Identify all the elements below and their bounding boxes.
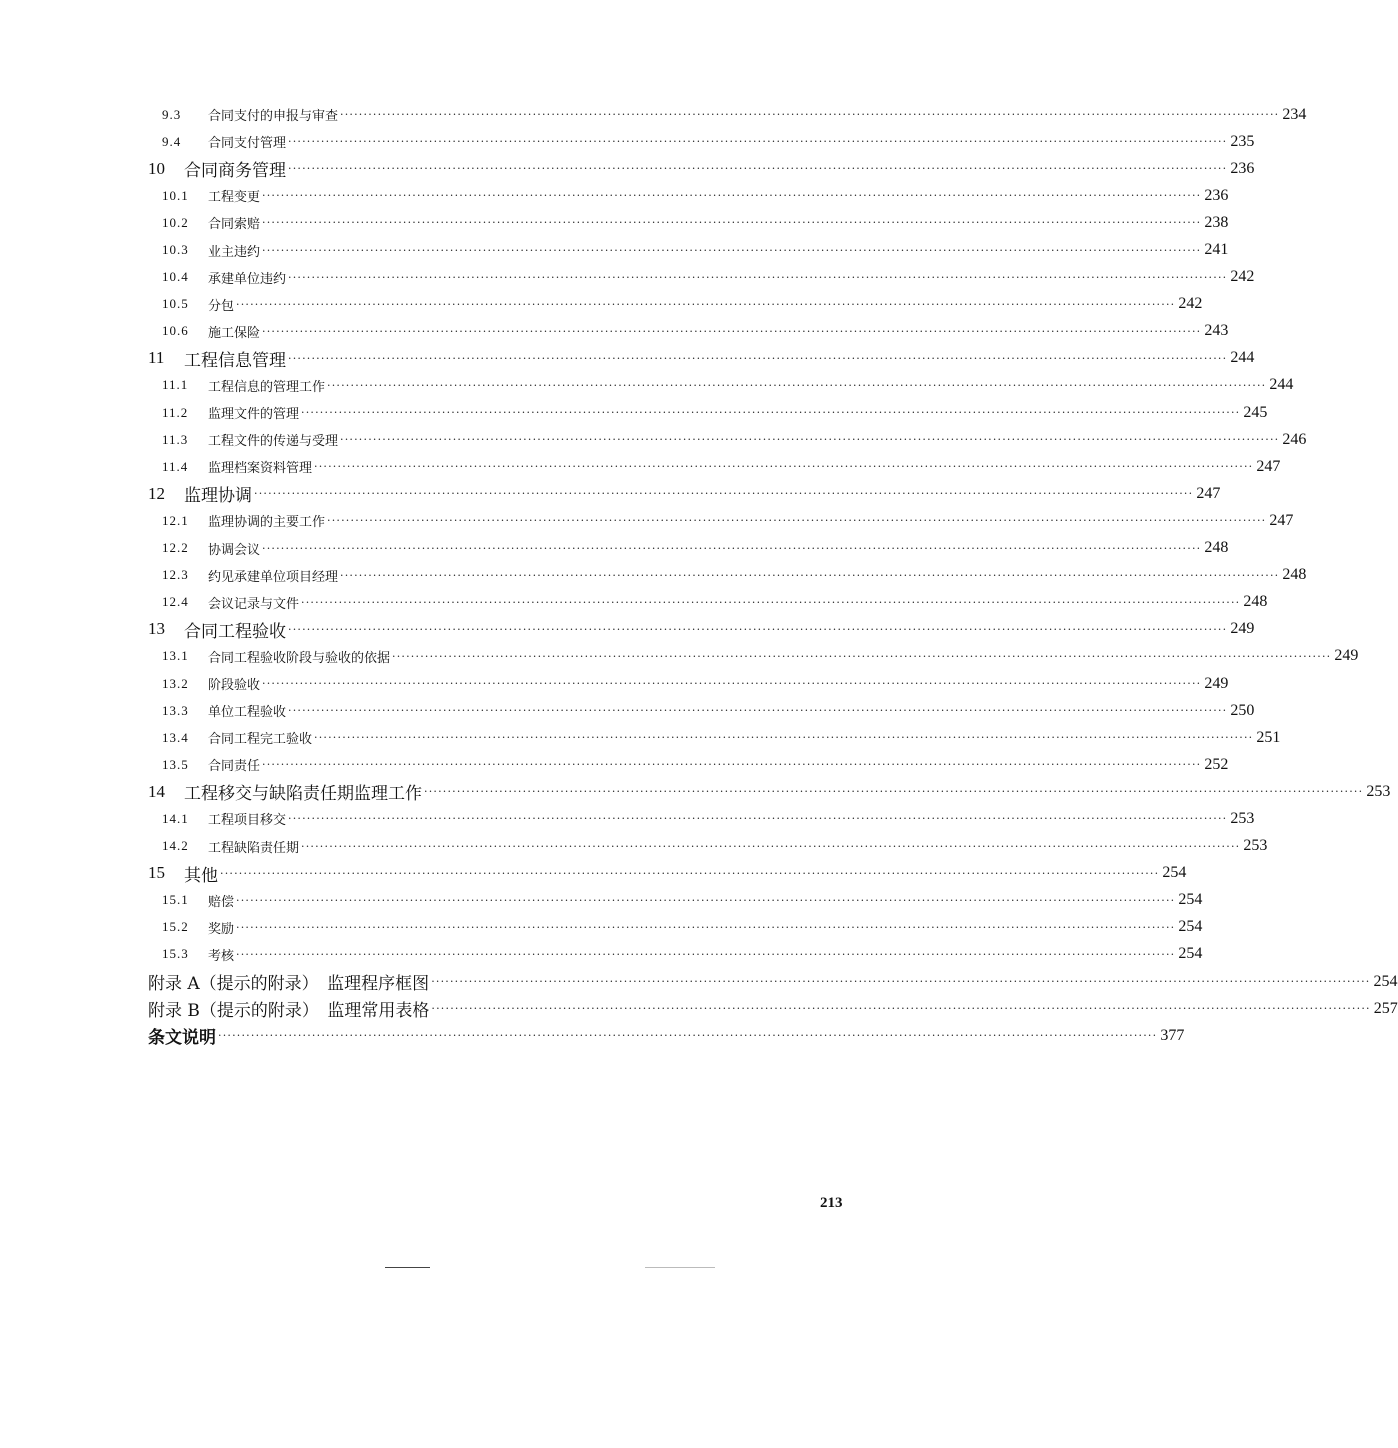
toc-entry-title: 监理档案资料管理 bbox=[208, 461, 313, 477]
toc-entry-title: 合同商务管理 bbox=[184, 161, 286, 182]
toc-entry-page: 250 bbox=[1230, 701, 1255, 719]
toc-entry[interactable] bbox=[148, 778, 1391, 805]
toc-entry-number: 15 bbox=[148, 863, 165, 883]
toc-entry-title: 赔偿 bbox=[208, 894, 235, 910]
toc-entry-number: 13.5 bbox=[162, 756, 189, 772]
dot-leader: ········································································································································································································ bbox=[262, 243, 1202, 257]
toc-entry-number: 10.3 bbox=[162, 242, 189, 258]
dot-leader: ········································································································································································································ bbox=[288, 812, 1228, 826]
toc-entry-page: 247 bbox=[1196, 484, 1221, 502]
toc-entry-page: 236 bbox=[1230, 159, 1255, 177]
dot-leader: ········································································································································································································ bbox=[262, 677, 1202, 691]
toc-entry[interactable] bbox=[148, 643, 1359, 670]
dot-leader: ········································································································································································································ bbox=[314, 731, 1254, 745]
toc-entry-title: 附录 A（提示的附录） 监理程序框图 bbox=[148, 974, 430, 995]
toc-entry-title: 协调会议 bbox=[208, 542, 261, 558]
dot-leader: ········································································································································································································ bbox=[301, 839, 1241, 853]
toc-entry[interactable] bbox=[148, 562, 1307, 589]
toc-entry-title: 奖励 bbox=[208, 921, 235, 937]
toc-entry-number: 13.2 bbox=[162, 675, 189, 691]
dot-leader: ········································································································································································································ bbox=[288, 270, 1228, 284]
toc-entry-title: 条文说明 bbox=[148, 1028, 216, 1049]
toc-entry-number: 14.2 bbox=[162, 838, 189, 854]
toc-entry[interactable] bbox=[148, 128, 1255, 155]
dot-leader: ········································································································································································································ bbox=[340, 568, 1280, 582]
toc-entry[interactable] bbox=[148, 399, 1268, 426]
toc-entry[interactable] bbox=[148, 426, 1307, 453]
toc-entry-number: 13.4 bbox=[162, 729, 189, 745]
toc-entry[interactable] bbox=[148, 345, 1255, 372]
toc-entry[interactable] bbox=[148, 101, 1307, 128]
toc-entry-page: 254 bbox=[1162, 864, 1187, 882]
toc-entry-number: 11.2 bbox=[162, 404, 189, 420]
toc-entry-number: 12.1 bbox=[162, 512, 189, 528]
dot-leader: ········································································································································································································ bbox=[220, 866, 1160, 880]
toc-entry-page: 242 bbox=[1230, 268, 1255, 286]
toc-entry-title: 合同支付的申报与审查 bbox=[208, 109, 339, 125]
toc-entry-number: 10.5 bbox=[162, 296, 189, 312]
toc-entry[interactable] bbox=[148, 805, 1255, 832]
toc-entry-page: 242 bbox=[1178, 295, 1203, 313]
toc-entry-title: 阶段验收 bbox=[208, 678, 261, 694]
dot-leader: ········································································································································································································ bbox=[236, 920, 1176, 934]
toc-entry-number: 11.3 bbox=[162, 431, 189, 447]
toc-entry-page: 247 bbox=[1256, 457, 1281, 475]
toc-entry-page: 236 bbox=[1204, 186, 1229, 204]
toc-entry-title: 合同支付管理 bbox=[208, 136, 287, 152]
toc-entry[interactable] bbox=[148, 1022, 1185, 1049]
dot-leader: ········································································································································································································ bbox=[314, 460, 1254, 474]
dot-leader: ········································································································································································································ bbox=[262, 758, 1202, 772]
toc-entry-number: 9.4 bbox=[162, 133, 182, 149]
dot-leader: ········································································································································································································ bbox=[236, 947, 1176, 961]
toc-entry-page: 249 bbox=[1230, 620, 1255, 638]
toc-entry-number: 15.1 bbox=[162, 892, 189, 908]
toc-entry-title: 合同索赔 bbox=[208, 217, 261, 233]
toc-entry[interactable] bbox=[148, 616, 1255, 643]
toc-entry[interactable] bbox=[148, 453, 1281, 480]
toc-entry-title: 工程移交与缺陷责任期监理工作 bbox=[184, 784, 422, 805]
toc-entry-number: 10.4 bbox=[162, 269, 189, 285]
dot-leader: ········································································································································································································ bbox=[262, 189, 1202, 203]
toc-entry-number: 10.6 bbox=[162, 323, 189, 339]
toc-entry-number: 14 bbox=[148, 781, 165, 801]
toc-entry-page: 253 bbox=[1366, 782, 1391, 800]
toc-entry-title: 监理文件的管理 bbox=[208, 407, 300, 423]
toc-entry-title: 附录 B（提示的附录） 监理常用表格 bbox=[148, 1001, 430, 1022]
toc-entry-page: 241 bbox=[1204, 241, 1229, 259]
toc-entry-title: 工程缺陷责任期 bbox=[208, 840, 300, 856]
scan-artifact bbox=[385, 1267, 430, 1268]
dot-leader: ········································································································································································································ bbox=[218, 1029, 1158, 1043]
dot-leader: ········································································································································································································ bbox=[288, 162, 1228, 176]
toc-entry-number: 13.1 bbox=[162, 648, 189, 664]
page-number: 213 bbox=[820, 1195, 843, 1211]
toc-entry-page: 377 bbox=[1160, 1026, 1185, 1044]
toc-entry-title: 合同工程完工验收 bbox=[208, 732, 313, 748]
toc-entry-title: 工程信息管理 bbox=[184, 350, 286, 371]
toc-entry-title: 其他 bbox=[184, 865, 218, 886]
toc-entry-title: 合同工程验收 bbox=[184, 621, 286, 642]
dot-leader: ········································································································································································································ bbox=[301, 406, 1241, 420]
toc-entry-title: 考核 bbox=[208, 948, 235, 964]
scan-artifact bbox=[645, 1267, 715, 1268]
toc-entry-title: 工程项目移交 bbox=[208, 813, 287, 829]
dot-leader: ········································································································································································································ bbox=[288, 135, 1228, 149]
toc-entry-number: 12.3 bbox=[162, 567, 189, 583]
toc-entry-page: 248 bbox=[1282, 566, 1307, 584]
toc-entry-number: 11.4 bbox=[162, 458, 189, 474]
toc-entry-page: 254 bbox=[1373, 972, 1398, 990]
dot-leader: ········································································································································································································ bbox=[262, 216, 1202, 230]
toc-entry-number: 13 bbox=[148, 619, 165, 639]
toc-entry-number: 13.3 bbox=[162, 702, 189, 718]
toc-entry-number: 10.2 bbox=[162, 214, 189, 230]
toc-entry-title: 分包 bbox=[208, 298, 235, 314]
dot-leader: ········································································································································································································ bbox=[327, 378, 1267, 392]
toc-entry-page: 234 bbox=[1282, 105, 1307, 123]
toc-entry-number: 14.1 bbox=[162, 810, 189, 826]
toc-entry-page: 254 bbox=[1178, 918, 1203, 936]
toc-entry-page: 247 bbox=[1269, 511, 1294, 529]
toc-entry-number: 15.3 bbox=[162, 946, 189, 962]
toc-entry[interactable] bbox=[148, 968, 1398, 995]
toc-entry-number: 10.1 bbox=[162, 187, 189, 203]
toc-entry[interactable] bbox=[148, 480, 1221, 507]
toc-entry[interactable] bbox=[148, 724, 1281, 751]
toc-entry-title: 单位工程验收 bbox=[208, 705, 287, 721]
toc-entry-title: 约见承建单位项目经理 bbox=[208, 569, 339, 585]
toc-entry-title: 合同工程验收阶段与验收的依据 bbox=[208, 650, 391, 666]
toc-entry-number: 10 bbox=[148, 158, 165, 178]
dot-leader: ········································································································································································································ bbox=[327, 514, 1267, 528]
dot-leader: ········································································································································································································ bbox=[236, 297, 1176, 311]
toc-entry-page: 244 bbox=[1269, 376, 1294, 394]
toc-entry-page: 246 bbox=[1282, 430, 1307, 448]
toc-entry-page: 253 bbox=[1230, 809, 1255, 827]
toc-entry[interactable] bbox=[148, 670, 1229, 697]
dot-leader: ········································································································································································································ bbox=[301, 595, 1241, 609]
dot-leader: ········································································································································································································ bbox=[262, 324, 1202, 338]
dot-leader: ········································································································································································································ bbox=[431, 975, 1371, 989]
toc-entry-page: 244 bbox=[1230, 349, 1255, 367]
toc-entry-number: 12.4 bbox=[162, 594, 189, 610]
toc-entry-title: 工程信息的管理工作 bbox=[208, 379, 326, 395]
toc-entry[interactable] bbox=[148, 697, 1255, 724]
dot-leader: ········································································································································································································ bbox=[431, 1002, 1371, 1016]
toc-entry-number: 11 bbox=[148, 348, 165, 368]
toc-entry[interactable] bbox=[148, 318, 1229, 345]
toc-entry-page: 248 bbox=[1204, 539, 1229, 557]
toc-entry-title: 监理协调 bbox=[184, 486, 252, 507]
toc-entry[interactable] bbox=[148, 236, 1229, 263]
toc-entry[interactable] bbox=[148, 372, 1294, 399]
toc-entry[interactable] bbox=[148, 941, 1203, 968]
dot-leader: ········································································································································································································ bbox=[254, 487, 1194, 501]
dot-leader: ········································································································································································································ bbox=[288, 622, 1228, 636]
toc-entry[interactable] bbox=[148, 507, 1294, 534]
dot-leader: ········································································································································································································ bbox=[392, 649, 1332, 663]
toc-entry[interactable] bbox=[148, 155, 1255, 182]
dot-leader: ········································································································································································································ bbox=[340, 108, 1280, 122]
toc-entry-page: 257 bbox=[1373, 999, 1398, 1017]
table-of-contents bbox=[148, 101, 1398, 1049]
toc-entry-number: 11.1 bbox=[162, 377, 189, 393]
toc-entry-page: 254 bbox=[1178, 891, 1203, 909]
toc-entry[interactable] bbox=[148, 291, 1203, 318]
dot-leader: ········································································································································································································ bbox=[340, 433, 1280, 447]
dot-leader: ········································································································································································································ bbox=[288, 351, 1228, 365]
toc-entry-title: 会议记录与文件 bbox=[208, 596, 300, 612]
toc-entry[interactable] bbox=[148, 209, 1229, 236]
toc-entry-number: 12 bbox=[148, 483, 165, 503]
toc-entry-number: 15.2 bbox=[162, 919, 189, 935]
dot-leader: ········································································································································································································ bbox=[288, 704, 1228, 718]
toc-entry-title: 施工保险 bbox=[208, 325, 261, 341]
toc-entry-page: 254 bbox=[1178, 945, 1203, 963]
toc-entry-page: 248 bbox=[1243, 593, 1268, 611]
toc-entry-page: 243 bbox=[1204, 322, 1229, 340]
toc-entry[interactable] bbox=[148, 860, 1187, 887]
toc-entry-title: 工程文件的传递与受理 bbox=[208, 434, 339, 450]
toc-entry[interactable] bbox=[148, 751, 1229, 778]
toc-entry-title: 监理协调的主要工作 bbox=[208, 515, 326, 531]
toc-entry-title: 工程变更 bbox=[208, 190, 261, 206]
toc-entry-page: 251 bbox=[1256, 728, 1281, 746]
toc-entry-page: 253 bbox=[1243, 837, 1268, 855]
dot-leader: ········································································································································································································ bbox=[236, 893, 1176, 907]
toc-entry[interactable] bbox=[148, 995, 1398, 1022]
toc-entry[interactable] bbox=[148, 833, 1268, 860]
toc-entry-page: 249 bbox=[1204, 674, 1229, 692]
toc-entry-page: 252 bbox=[1204, 755, 1229, 773]
toc-entry-page: 238 bbox=[1204, 213, 1229, 231]
toc-entry-title: 承建单位违约 bbox=[208, 271, 287, 287]
toc-entry-page: 235 bbox=[1230, 132, 1255, 150]
toc-entry-page: 245 bbox=[1243, 403, 1268, 421]
toc-entry-number: 9.3 bbox=[162, 106, 182, 122]
toc-entry[interactable] bbox=[148, 264, 1255, 291]
dot-leader: ········································································································································································································ bbox=[424, 785, 1364, 799]
toc-entry-title: 合同责任 bbox=[208, 759, 261, 775]
toc-entry-page: 249 bbox=[1334, 647, 1359, 665]
toc-entry[interactable] bbox=[148, 589, 1268, 616]
toc-entry[interactable] bbox=[148, 535, 1229, 562]
toc-entry-title: 业主违约 bbox=[208, 244, 261, 260]
toc-entry[interactable] bbox=[148, 182, 1229, 209]
toc-entry[interactable] bbox=[148, 914, 1203, 941]
toc-entry-number: 12.2 bbox=[162, 540, 189, 556]
toc-entry[interactable] bbox=[148, 887, 1203, 914]
dot-leader: ········································································································································································································ bbox=[262, 541, 1202, 555]
